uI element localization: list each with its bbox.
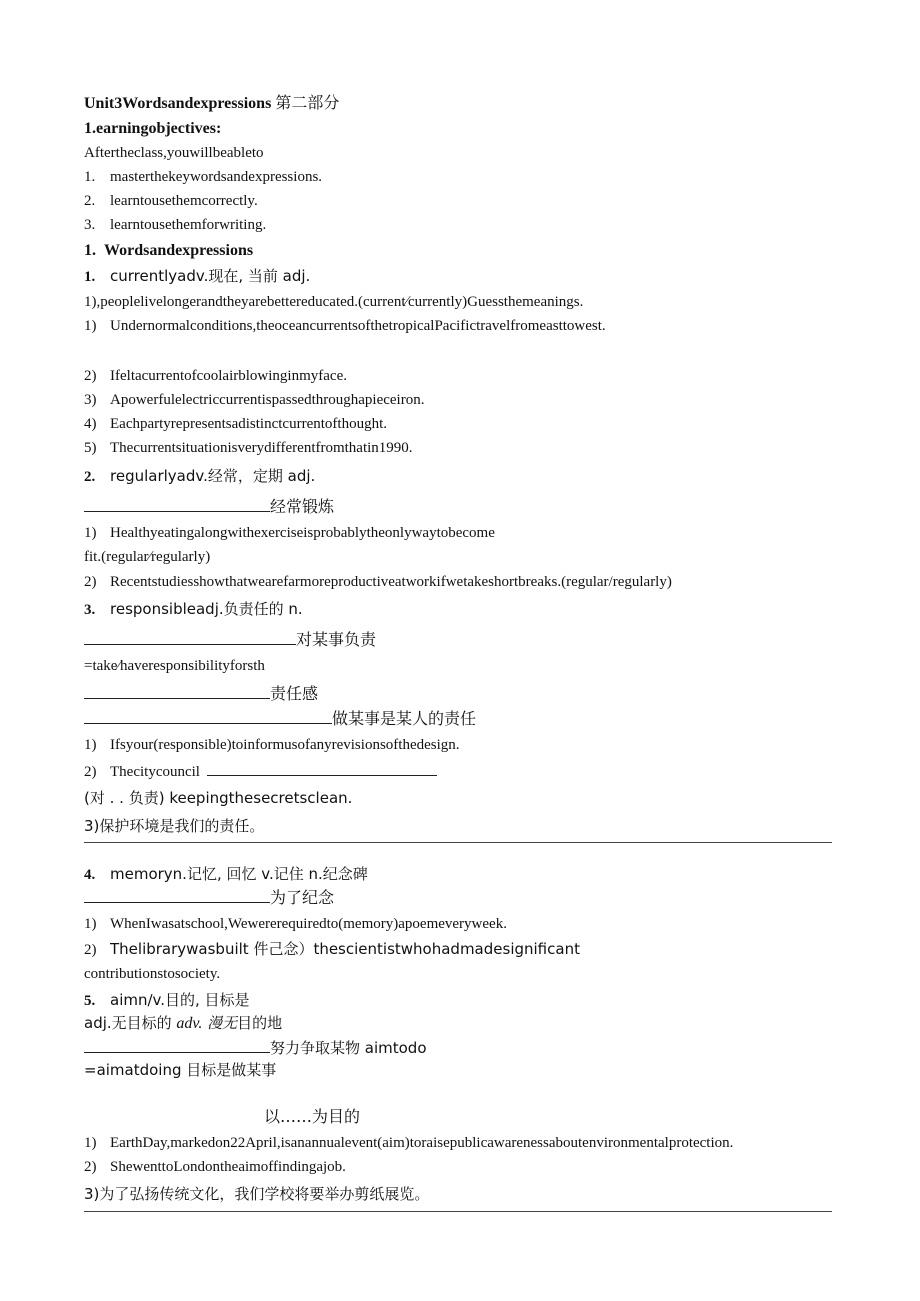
fill-in-blank: 责任感 [84, 683, 318, 705]
example-sentence-cont: fit.(regular∕regularly) [84, 549, 211, 565]
fill-in-blank: 对某事负责 [84, 629, 376, 651]
title-cn: 第二部分 [275, 93, 340, 112]
divider [84, 1211, 832, 1212]
answer-blank[interactable] [84, 887, 270, 903]
example-sentence: 1) Ifsyour(responsible)toinformusofanyrevisionsofthedesign. [84, 737, 460, 753]
example-sentence: 4) Eachpartyrepresentsadistinctcurrentofthought. [84, 416, 387, 432]
example-sentence: 3) Apowerfulelectriccurrentispassedthroughapieceiron. [84, 392, 425, 408]
example-sentence: 2) Recentstudiesshowthatwearefarmoreproductiveatworkifwetakeshortbreaks.(regular/regularly) [84, 574, 672, 590]
example-sentence: 2) Thelibrarywasbuilt 件己念）thescientistwhohadmadesignificant [84, 940, 580, 958]
phrase-equivalent: =aimatdoing 目标是做某事 [84, 1061, 277, 1079]
example-sentence: 2) Thecitycouncil [84, 760, 437, 782]
example-sentence: 1) Healthyeatingalongwithexerciseisprobablytheonlywaytobecome [84, 525, 495, 541]
example-sentence: 1) EarthDay,markedon22April,isanannualevent(aim)toraisepublicawarenessaboutenvironmentalprotection. [84, 1135, 734, 1151]
translation-task: 3)保护环境是我们的责任。 [84, 817, 265, 835]
fill-in-blank: 经常锻炼 [84, 496, 334, 518]
example-sentence: 5) Thecurrentsituationisverydifferentfromthatin1990. [84, 440, 413, 456]
fill-in-blank: 努力争取某物 aimtodo [84, 1037, 427, 1059]
example-sentence: 2) Ifeltacurrentofcoolairblowinginmyface. [84, 368, 347, 384]
goal-item: 3. learntousethemforwriting. [84, 217, 267, 233]
word-forms: adj.无目标的 adv. 漫无目的地 [84, 1014, 283, 1032]
objectives-intro: Aftertheclass,youwillbeableto [84, 145, 264, 161]
objectives-heading: 1.earningobjectives: [84, 120, 222, 137]
answer-blank[interactable] [84, 708, 332, 724]
example-sentence-cont: contributionstosociety. [84, 966, 221, 982]
goal-item: 2. learntousethemcorrectly. [84, 193, 258, 209]
fill-in-blank: 为了纪念 [84, 887, 334, 909]
word-entry-memory: 4. memoryn.记忆, 回忆 v.记住 n.纪念碑 [84, 865, 368, 883]
word-entry-responsible: 3. responsibleadj.负责任的 n. [84, 600, 303, 618]
example-sentence: 1) Undernormalconditions,theoceancurrentsofthetropicalPacifictravelfromeasttowest. [84, 318, 606, 334]
answer-blank[interactable] [84, 629, 296, 645]
answer-blank[interactable] [84, 1037, 270, 1053]
example-sentence: 2) ShewenttoLondontheaimoffindingajob. [84, 1159, 346, 1175]
translation-task: 3)为了弘扬传统文化，我们学校将要举办剪纸展览。 [84, 1185, 430, 1203]
example-sentence: 1),peoplelivelongerandtheyarebettereducated.(current∕currently)Guessthemeanings. [84, 294, 584, 310]
word-entry-currently: 1. currentlyadv.现在, 当前 adj. [84, 267, 311, 285]
answer-blank[interactable] [84, 683, 270, 699]
fill-in-blank: 做某事是某人的责任 [84, 708, 476, 730]
page-title [84, 93, 339, 114]
title-en: Unit3Wordsandexpressions [84, 95, 272, 112]
answer-blank[interactable] [84, 496, 270, 512]
word-entry-regularly: 2. regularlyadv.经常，定期 adj. [84, 467, 316, 485]
divider [84, 842, 832, 843]
example-sentence-cont: (对 . . 负责) keepingthesecretsclean. [84, 789, 353, 807]
word-entry-aim: 5. aimn∕v.目的, 目标是 [84, 991, 250, 1009]
goal-item: 1. masterthekeywordsandexpressions. [84, 169, 323, 185]
answer-blank[interactable] [207, 760, 437, 776]
phrase-equivalent: =take∕haveresponsibilityforsth [84, 658, 265, 674]
example-sentence: 1) WhenIwasatschool,Wewererequiredto(memory)apoemeveryweek. [84, 916, 507, 932]
fill-in-blank: 以……为目的 [264, 1107, 361, 1126]
section-heading: 1. Wordsandexpressions [84, 242, 254, 259]
